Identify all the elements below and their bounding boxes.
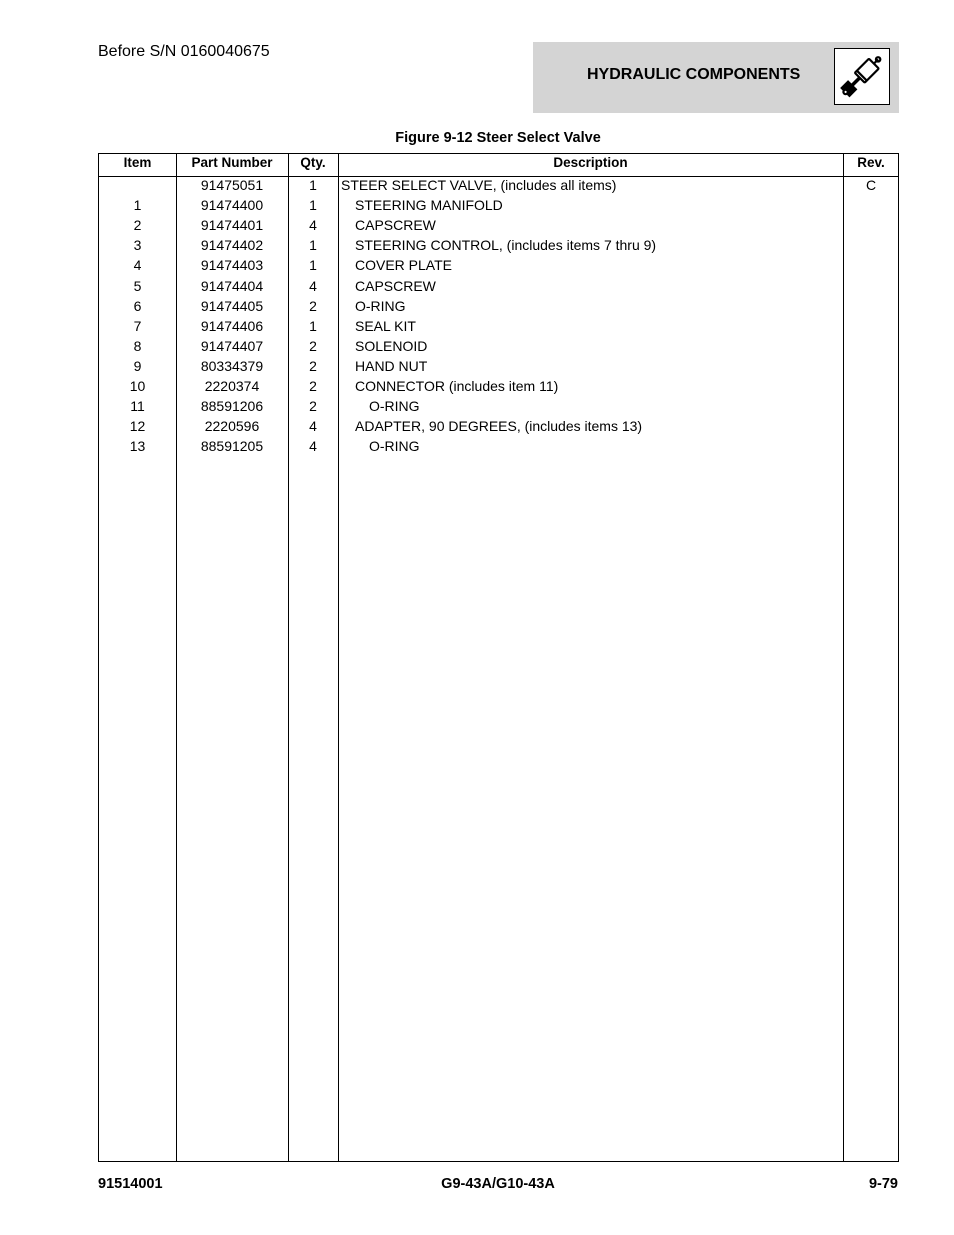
hydraulic-cylinder-icon: [834, 48, 890, 105]
row-part-number: 91474404: [200, 277, 264, 294]
row-item-number: 13: [129, 438, 146, 455]
row-description: SOLENOID: [355, 337, 428, 354]
footer-model: G9-43A/G10-43A: [441, 1176, 555, 1192]
row-quantity: 4: [309, 277, 317, 294]
row-part-number: 91474401: [200, 217, 264, 234]
table-row: [99, 296, 898, 316]
footer-doc-number: 91514001: [98, 1176, 163, 1192]
row-part-number: 91474402: [200, 237, 264, 254]
row-part-number: 80334379: [200, 357, 264, 374]
row-description: CAPSCREW: [355, 277, 436, 294]
row-part-number: 91474406: [200, 317, 264, 334]
col-header-description: Description: [553, 155, 628, 170]
row-item-number: 10: [129, 378, 146, 394]
row-item-number: 9: [133, 357, 142, 374]
row-quantity: 2: [309, 357, 317, 374]
row-item-number: 6: [133, 297, 142, 314]
col-header-qty: Qty.: [300, 155, 326, 170]
table-row: [99, 276, 898, 296]
row-part-number: 2220374: [204, 378, 260, 394]
row-item-number: 5: [133, 277, 142, 294]
section-title: HYDRAULIC COMPONENTS: [587, 66, 801, 83]
row-part-number: 91474407: [200, 337, 264, 354]
row-quantity: 2: [309, 337, 317, 354]
row-description: O-RING: [355, 297, 406, 314]
row-part-number: 88591205: [200, 438, 264, 455]
row-item-number: 1: [133, 197, 142, 214]
row-part-number: 91475051: [200, 177, 264, 193]
col-header-rev: Rev.: [857, 155, 885, 170]
row-item-number: 11: [130, 398, 145, 415]
row-item-number: 8: [133, 337, 142, 354]
row-description: ADAPTER, 90 DEGREES, (includes items 13): [355, 418, 643, 435]
row-description: CAPSCREW: [355, 217, 436, 234]
row-part-number: 2220596: [204, 418, 260, 435]
row-item-number: 12: [129, 418, 146, 435]
row-description: STEERING CONTROL, (includes items 7 thru 9): [355, 237, 657, 254]
row-quantity: 2: [309, 297, 317, 314]
row-quantity: 4: [309, 217, 317, 234]
table-row: [99, 215, 898, 235]
row-part-number: 91474400: [200, 197, 264, 214]
row-part-number: 91474403: [200, 257, 264, 274]
table-row: [99, 235, 898, 255]
row-quantity: 2: [309, 378, 317, 394]
row-revision: C: [865, 177, 877, 193]
col-header-part-number: Part Number: [191, 155, 273, 170]
row-description: CONNECTOR (includes item 11): [355, 378, 559, 394]
row-quantity: 4: [309, 438, 317, 455]
row-quantity: 1: [309, 257, 317, 274]
table-row: [99, 376, 898, 396]
row-part-number: 88591206: [200, 398, 264, 415]
table-row: [99, 255, 898, 275]
serial-note: Before S/N 0160040675: [98, 43, 270, 60]
row-item-number: 4: [133, 257, 142, 274]
row-quantity: 2: [309, 398, 317, 415]
table-row: [99, 316, 898, 336]
row-item-number: 3: [133, 237, 142, 254]
table-row: [99, 396, 898, 416]
table-row: [99, 436, 898, 456]
row-description: STEERING MANIFOLD: [355, 197, 503, 214]
row-description: STEER SELECT VALVE, (includes all items): [341, 177, 617, 193]
row-item-number: 2: [133, 217, 142, 234]
parts-table: [98, 153, 899, 1162]
row-quantity: 1: [309, 197, 317, 214]
col-header-item: Item: [123, 155, 152, 170]
row-part-number: 91474405: [200, 297, 264, 314]
table-row: [99, 336, 898, 356]
footer-page-number: 9-79: [868, 1176, 898, 1192]
section-header: [533, 42, 899, 113]
row-quantity: 1: [309, 177, 317, 193]
row-description: O-RING: [369, 398, 420, 415]
row-quantity: 1: [309, 317, 317, 334]
row-quantity: 4: [309, 418, 317, 435]
table-row: [99, 416, 898, 436]
table-row: [99, 195, 898, 215]
row-description: COVER PLATE: [355, 257, 452, 274]
row-description: SEAL KIT: [355, 317, 416, 334]
row-description: O-RING: [369, 438, 420, 455]
table-row: [99, 175, 898, 195]
row-item-number: 7: [133, 317, 142, 334]
table-row: [99, 356, 898, 376]
row-quantity: 1: [309, 237, 317, 254]
row-description: HAND NUT: [355, 357, 428, 374]
figure-title: Figure 9-12 Steer Select Valve: [395, 130, 601, 146]
